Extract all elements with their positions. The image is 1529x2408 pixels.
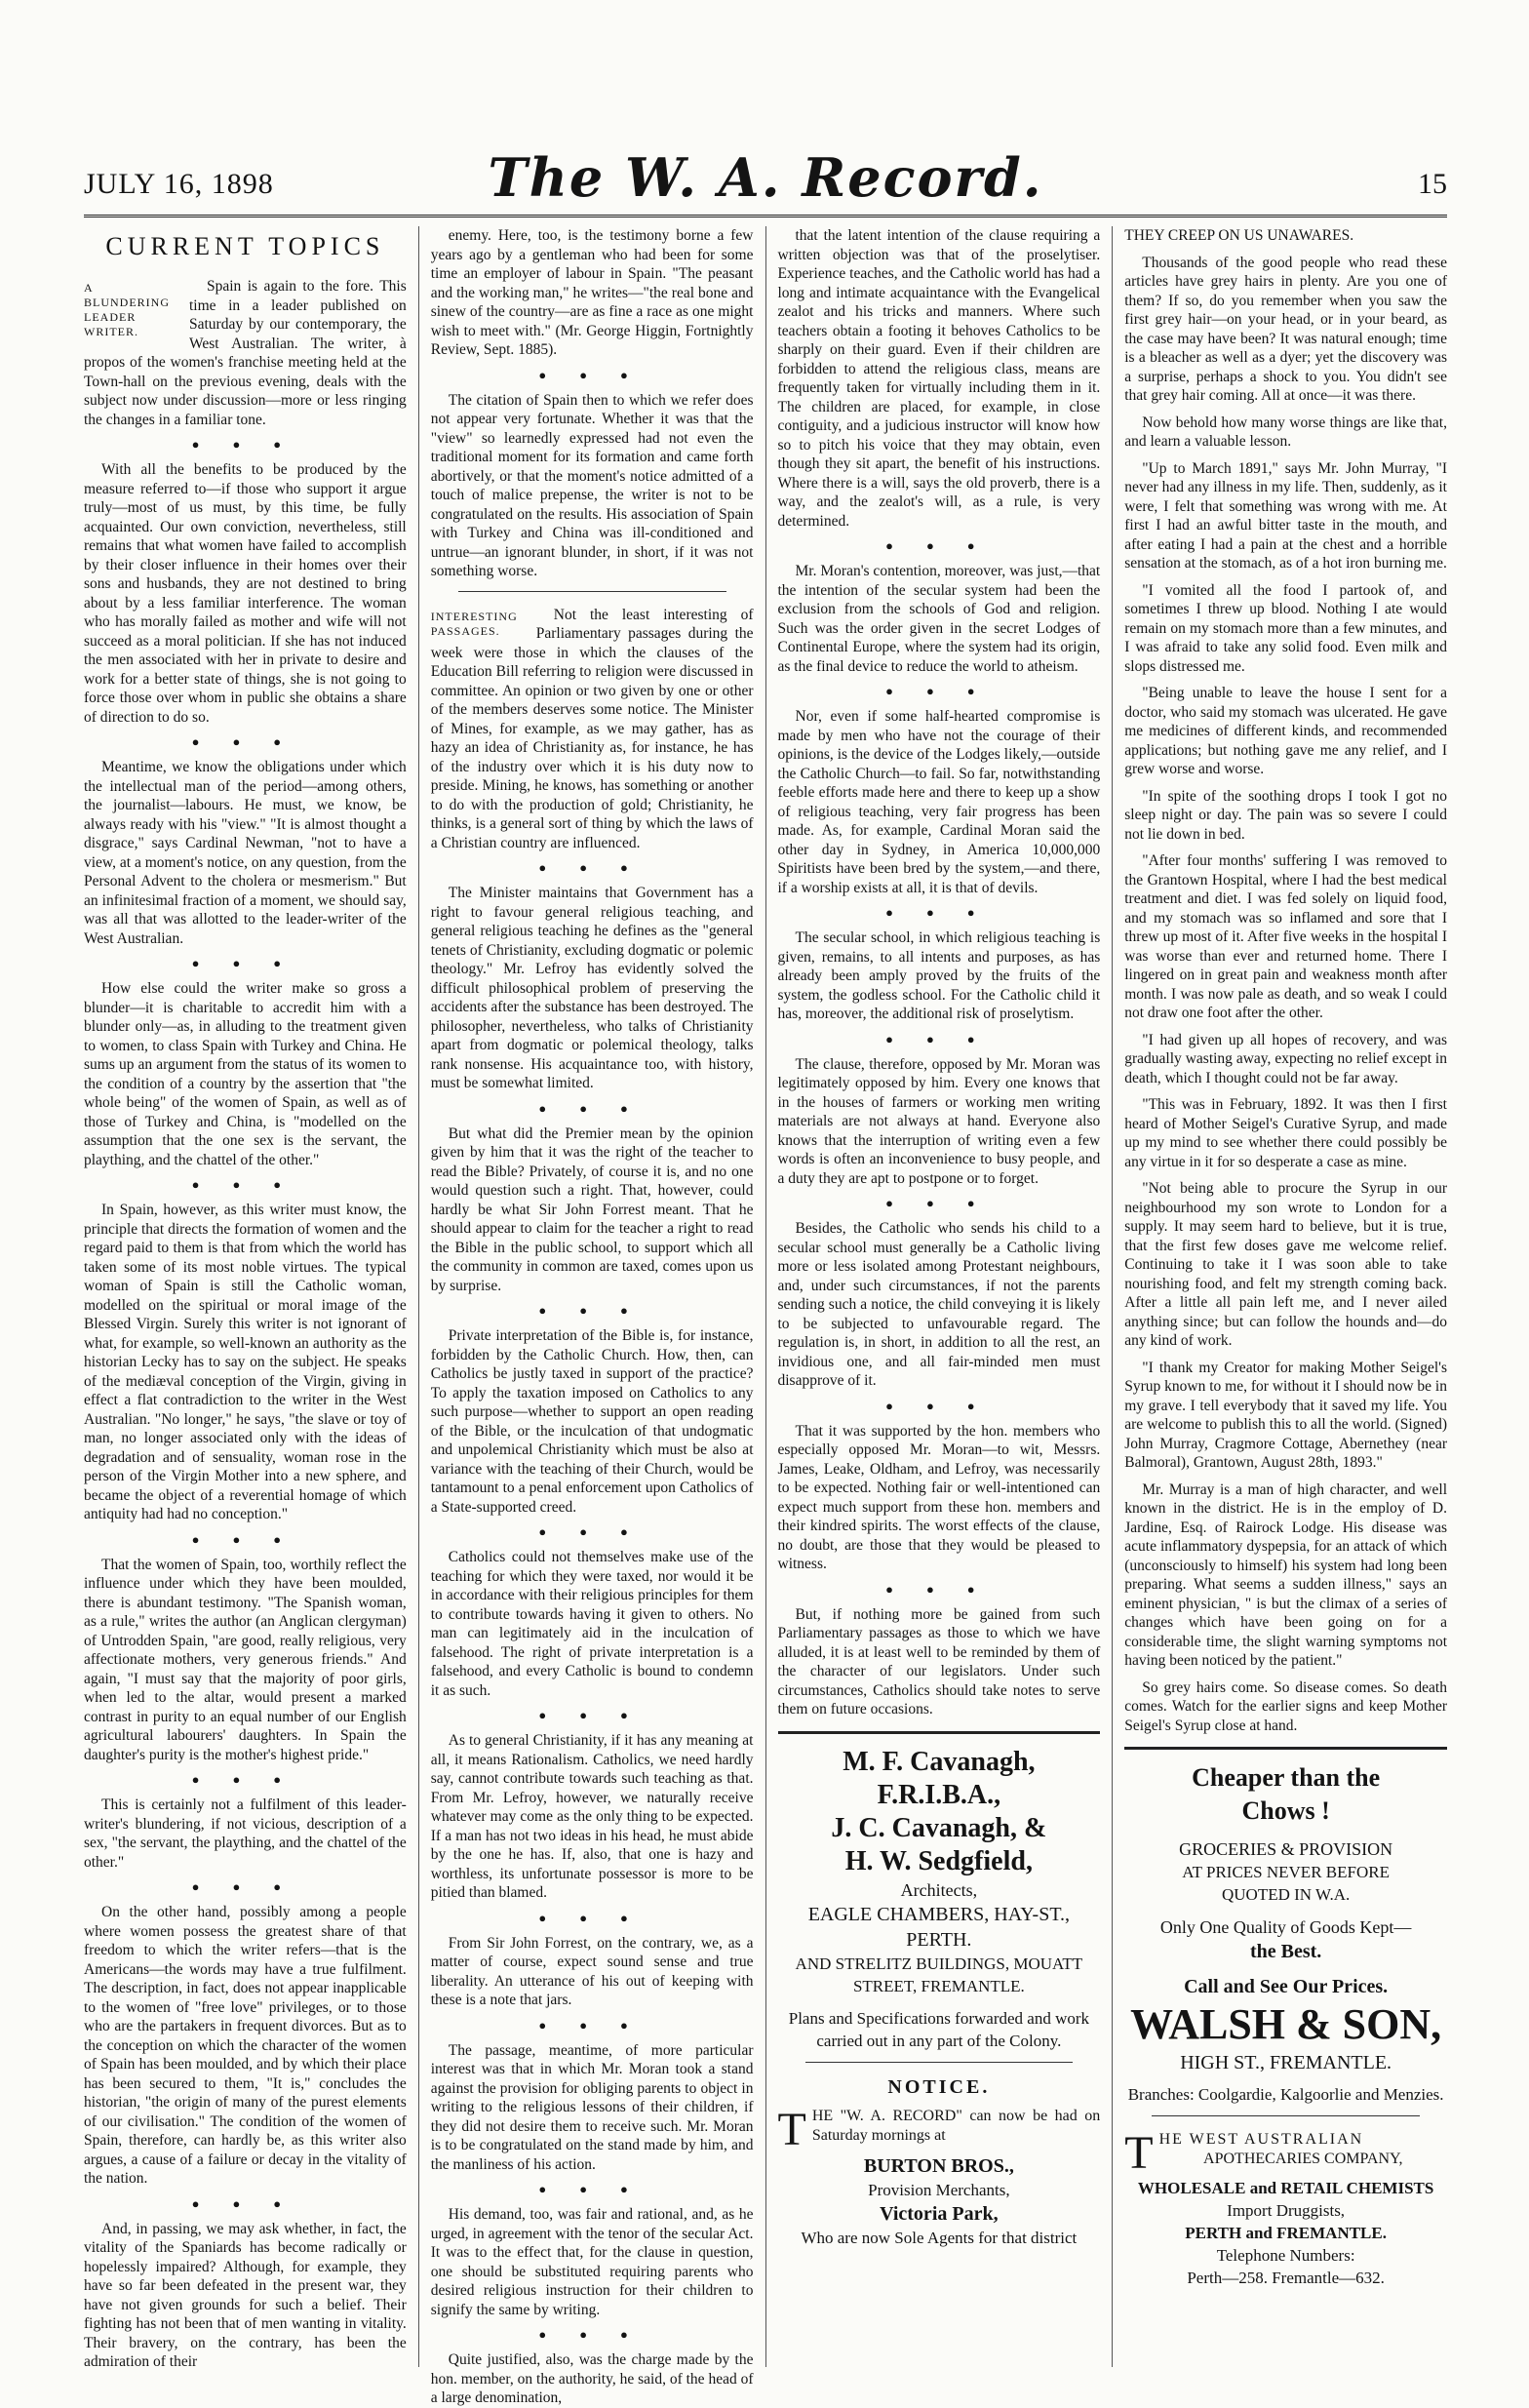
columns <box>84 226 1447 2406</box>
ad-line: PERTH and FREMANTLE. <box>1185 2224 1387 2242</box>
article-paragraph: Now behold how many worse things are like that, and learn a valuable lesson. <box>1124 414 1447 450</box>
apothecaries-details <box>1124 2177 1447 2289</box>
column-2 <box>419 226 766 2406</box>
separator-stars: ●●● <box>885 1031 1008 1046</box>
ad-line: Import Druggists, <box>1227 2201 1346 2220</box>
article-paragraph: enemy. Here, too, is the testimony borne a few years ago by a gentleman who had been for some time an employer of labour in Spain. "The peasant and the working man," he writes—"the real bone and sinew of the country—are as fine a race as one might wish to meet with." (Mr. George Higgin, Fortnightly Review, Sept. 1885). <box>430 227 754 358</box>
notice-body <box>777 2103 1101 2155</box>
article-paragraph: That it was supported by the hon. members who especially opposed Mr. Moran—to wit, Messrs. James, Leake, Oldham, and Lefroy, was necessarily to be expected. Nothing fair or well-intentioned can expect much support from these hon. members and their kindred spirits. The worst effects of the clause, no doubt, are those that they would be pleased to witness. <box>777 1422 1101 1572</box>
separator-stars: ●●● <box>885 905 1008 920</box>
ad-line: the Best. <box>1249 1941 1322 1962</box>
article-paragraph: How else could the writer make so gross a blunder—it is charitable to accredit him with a blunder only—as, in alluding to the treatment given to women, to class Spain with Turkey and China. He sums up an argument from the status of its women to the condition of a country by the assertion that "the whole being" of the women of Spain, as well as of those of Turkey and China, is "modelled on the assumption that the one sex is the servant, the plaything, and the chattel of the other." <box>84 980 407 1168</box>
article-heading: THEY CREEP ON US UNAWARES. <box>1124 227 1354 244</box>
masthead <box>84 146 1447 217</box>
apothecaries-advertisement <box>1124 2127 1447 2179</box>
ad-line: Chows ! <box>1241 1796 1330 1825</box>
notice-agent <box>778 2153 1101 2249</box>
separator-stars: ●●● <box>191 734 315 749</box>
ad-line: H. W. Sedgfield, <box>844 1845 1033 1876</box>
separator-stars: ●●● <box>885 1398 1008 1413</box>
separator-stars: ●●● <box>538 1708 661 1722</box>
ad-rule <box>1124 1747 1447 1750</box>
article-paragraph: "I had given up all hopes of recovery, and was gradually wasting away, expecting no relief except in death, which I thought could not be far away. <box>1124 1031 1447 1086</box>
ad-line: QUOTED IN W.A. <box>1221 1885 1351 1904</box>
separator-stars: ●●● <box>191 437 315 452</box>
separator-stars: ●●● <box>885 1581 1008 1597</box>
article-paragraph: Spain is again to the fore. This time in a leader published on Saturday by our contemporary, the West Australian. The writer, à propos of the women's franchise meeting held at the Town-hall on the previous evening, deals with the subject now under discussion—more or less ringing the changes in a familiar tone. <box>84 278 407 428</box>
article-paragraph: On the other hand, possibly among a people where women possess the greatest share of that freedom to which the writer refers—that is the Americans—the words may have a true fulfilment. The description, in fact, does not appear inapplicable to the women of "free love" privileges, or to those who are the partakers in frequent divorces. But as to the conception on which the character of the women of Spain has been moulded, and by which their place has been secured to them, "It is," concludes the historian, "the origin of many of the purest elements of our civilisation." The condition of the women of Spain, therefore, can hardly be, as this writer also argues, a cause of a failure or decay in the vitality of the nation. <box>84 1904 407 2187</box>
column-1 <box>84 226 419 2370</box>
ad-line: AT PRICES NEVER BEFORE <box>1182 1863 1390 1881</box>
notice-title: NOTICE. <box>887 2075 991 2098</box>
section-rule <box>458 591 726 592</box>
architects-advertisement <box>778 1746 1101 2052</box>
separator-stars: ●●● <box>191 1531 315 1547</box>
separator-stars: ●●● <box>538 2017 661 2033</box>
ad-line: Branches: Coolgardie, Kalgoorlie and Menzies. <box>1127 2085 1444 2104</box>
ad-rule <box>1152 2115 1420 2116</box>
article-paragraph: The clause, therefore, opposed by Mr. Moran was legitimately opposed by him. Every one knows that in the houses of farmers or working men writing materials are not always at hand. Everyone also knows that the interruption of writing even a few words is often an inconvenience to busy people, and a duty they are apt to postpone or to forget. <box>777 1055 1101 1187</box>
ad-line: HE WEST AUSTRALIAN <box>1158 2131 1364 2148</box>
column-3 <box>766 226 1114 2367</box>
separator-stars: ●●● <box>191 956 315 970</box>
ad-rule <box>805 2062 1074 2063</box>
article-paragraph: But what did the Premier mean by the opinion given by him that it was the right of the teacher to read the Bible? Privately, of course it is, and no one would question such a right. That, however, could hardly be what Sir John Forrest meant. That he should appear to claim for the teacher a right to read the Bible in the public school, to support which all the community in common are taxed, comes upon us by surprise. <box>430 1125 754 1294</box>
section-title: CURRENT TOPICS <box>105 232 385 260</box>
article-paragraph: "After four months' suffering I was removed to the Grantown Hospital, where I had the best medical treatment and diet. I was fed solely on liquid food, and my stomach was so inflamed and sore that I threw up most of it. After five weeks in the hospital I was worse than ever and returned home. There I lingered on in great pain and weakness month after month. I was now pale as death, and so weak I could not draw one foot after the other. <box>1124 852 1447 1021</box>
agent-footer: Who are now Sole Agents for that district <box>801 2228 1078 2247</box>
separator-stars: ●●● <box>191 1772 315 1787</box>
separator-stars: ●●● <box>538 860 661 875</box>
article-paragraph: Nor, even if some half-hearted compromise is made by men who have not the courage of their opinions, is the device of the Lodges likely,—outside the Catholic Church—to fail. So far, notwithstanding feeble efforts made here and there to keep up a show of religious teaching, very fair progress has been made. As, for example, Cardinal Moran said the other day in Sydney, in America 10,000,000 Spiritists have been bred by the system,—and there, if a worship exists at all, it is that of devils. <box>777 708 1101 896</box>
article-paragraph: The passage, meantime, of more particular interest was that in which Mr. Moran took a stand against the provision for obliging parents to object in writing to the religious lessons of their children, if they did not desire them to receive such. Mr. Moran is to be congratulated on the stand made by him, and the manliness of his action. <box>430 2041 754 2173</box>
article-paragraph: But, if nothing more be gained from such Parliamentary passages as those to which we have alluded, it is at least well to be reminded by them of the character of our legislators. Under such circumstances, Catholics should take notes to serve them on future occasions. <box>777 1605 1101 1717</box>
article-paragraph: So grey hairs come. So disease comes. So death comes. Watch for the earlier signs and keep Mother Seigel's Syrup close at hand. <box>1124 1678 1447 1734</box>
ad-line: Plans and Specifications forwarded and work carried out in any part of the Colony. <box>788 2008 1090 2050</box>
side-heading: INTERESTING PASSAGES. <box>430 609 518 638</box>
article-paragraph: Private interpretation of the Bible is, for instance, forbidden by the Catholic Church. How, then, can Catholics be justly taxed in support of the practice? To apply the taxation imposed on Catholics to any such purpose—whether to support an open reading of the Bible, or the inculcation of that undogmatic and unpolemical Christianity which must be also at variance with the teaching of their Church, would be tantamount to a penal enforcement upon Catholics of a State-supported creed. <box>430 1327 754 1516</box>
article-paragraph: The citation of Spain then to which we refer does not appear very fortunate. Whether it was that the "view" so learnedly expressed had not even the traditional moment for its formation and came forth abortively, or that the moment's notice admitted of a touch of malice prepense, the writer is not to be congratulated on the results. His association of Spain with Turkey and China was ill-conditioned and untrue—an ignorant blunder, in short, if it was not something worse. <box>430 391 754 579</box>
article-paragraph: The Minister maintains that Government has a right to favour general religious teaching, and general religious teaching he defines as the "general tenets of Christianity, excluding dogmatic or polemic theology." Mr. Lefroy has evidently solved the difficult philosophical problem of preserving the accidents after the substance has been destroyed. The philosopher, nevertheless, who talks of Christianity apart from dogmatic or polemical theology, talks rank nonsense. His acquaintance too, with history, must be somewhat limited. <box>430 885 754 1091</box>
drop-cap: T <box>777 2103 806 2155</box>
article-paragraph: that the latent intention of the clause requiring a written objection was that of the proselytiser. Experience teaches, and the Catholic world has had a long and intimate acquaintance with the Evangelical zealot and his tricks and manners. Where such teachers obtain a footing it behoves Catholics to be sharply on their guard. Even if their children are forbidden to attend the religious class, means are frequently taken for virtually including them in it. The children are placed, for example, in close contiguity, and a judicious instructor will know how so to pitch his voice that they may obtain, even though they sit apart, the benefit of his instructions. Where there is a will, says the old proverb, there is a way, and the zealot's will, as a rule, is very determined. <box>777 227 1101 530</box>
ad-line: PERTH. <box>906 1928 972 1951</box>
ad-rule <box>778 1731 1101 1734</box>
issue-date: JULY 16, 1898 <box>84 168 274 200</box>
separator-stars: ●●● <box>885 538 1008 553</box>
newspaper-title: The W. A. Record. <box>488 146 1043 209</box>
ad-line: Call and See Our Prices. <box>1184 1976 1389 1997</box>
ad-line: APOTHECARIES COMPANY, <box>1203 2151 1403 2167</box>
separator-stars: ●●● <box>538 367 661 382</box>
separator-stars: ●●● <box>191 1177 315 1192</box>
ad-line: Perth—258. Fremantle—632. <box>1187 2269 1385 2287</box>
ad-line: EAGLE CHAMBERS, HAY-ST., <box>807 1903 1071 1925</box>
separator-stars: ●●● <box>191 1879 315 1894</box>
article-paragraph: "Being unable to leave the house I sent for a doctor, who said my stomach was ulcerated. He gave me medicines of different kinds, and recommended applications; but nothing gave me any relief, and I grew worse and worse. <box>1124 685 1447 777</box>
ad-line: Telephone Numbers: <box>1216 2246 1355 2265</box>
article-paragraph: From Sir John Forrest, on the contrary, we, as a matter of course, expect sound sense and true liberality. An utterance of his out of keeping with these is a note that jars. <box>430 1934 754 2008</box>
article-paragraph: With all the benefits to be produced by the measure referred to—if those who support it argue truly—most of us must, by this time, be fully acquainted. Our own conviction, nevertheless, still remains that what women have failed to accomplish by their closer influence in their homes over their sons and husbands, they are not destined to bring about by a less familiar interference. The woman who has morally failed as mother and wife will not succeed as a moral politician. If she has not induced the men associated with her in private to desire and work for a better state of things, she is not going to force those over whom in public she obtains a share of direction to do so. <box>84 461 407 726</box>
article-paragraph: His demand, too, was fair and rational, and, as he urged, in agreement with the tenor of the secular Act. It was to the effect that, for the clause in question, one should be substituted requiring parents who desired religious instruction for their children to signify the same by writing. <box>430 2206 754 2318</box>
agent-name: BURTON BROS., <box>863 2154 1014 2177</box>
separator-stars: ●●● <box>538 2182 661 2196</box>
ad-line: Only One Quality of Goods Kept— <box>1159 1917 1412 1937</box>
article-paragraph: Mr. Moran's contention, moreover, was just,—that the intention of the secular system had been the exclusion from the schools of God and religion. Such was the order given in the secret Lodges of Continental Europe, where the system had its origin, as the final device to reduce the world to atheism. <box>777 563 1101 675</box>
separator-stars: ●●● <box>885 684 1008 698</box>
separator-stars: ●●● <box>538 1910 661 1925</box>
page-number: 15 <box>1418 168 1447 200</box>
ad-line: WALSH & SON, <box>1130 2000 1442 2048</box>
article-paragraph: "I thank my Creator for making Mother Seigel's Syrup known to me, for without it I should now be in my grave. I tell everybody that it saved my life. You are welcome to publish this to all the world. (Signed) John Murray, Cragmore Cottage, Abernethey (near Balmoral), Grantown, August 28th, 1893." <box>1124 1359 1447 1471</box>
separator-stars: ●●● <box>538 1303 661 1318</box>
notice-text: HE "W. A. RECORD" can now be had on Saturday mornings at <box>811 2107 1101 2144</box>
separator-stars: ●●● <box>538 1524 661 1539</box>
article-paragraph: Quite justified, also, was the charge made by the hon. member, on the authority, he said, of the head of a large denomination, <box>430 2351 754 2406</box>
separator-stars: ●●● <box>191 2195 315 2211</box>
article-paragraph: This is certainly not a fulfilment of this leader-writer's blundering, if not vicious, description of a sex, "the servant, the plaything, and the chattel of the other." <box>84 1796 407 1871</box>
article-paragraph: The secular school, in which religious teaching is given, remains, to all intents and purposes, as has already been amply proved by the fruits of the system, the godless school. For the Catholic child it has, moreover, the additional risk of proselytism. <box>777 929 1101 1022</box>
drop-cap: T <box>1124 2127 1154 2179</box>
article-paragraph: "I vomited all the food I partook of, and sometimes I threw up blood. Nothing I ate would remain on my stomach more than a few minutes, and I was afraid to take any solid food. Even milk and slops distressed me. <box>1124 581 1447 675</box>
walsh-advertisement <box>1124 1761 1447 2106</box>
article-paragraph: Catholics could not themselves make use of the teaching for which they were taxed, nor would it be in accordance with their religious principles for them to contribute towards having it given to others. No man can legitimately aid in the inculcation of falsehood. The right of private interpretation is a falsehood, and every Catholic is bound to condemn it as such. <box>430 1549 754 1699</box>
article-paragraph: Not the least interesting of Parliamentary passages during the week were those in which the clauses of the Education Bill referring to religion were discussed in committee. An opinion or two given by one or other of the members deserves some notice. The Minister of Mines, for example, as we may gather, has as hazy an idea of Christianity as, for instance, he has of the industry over which it is his duty now to preside. Mining, he knows, has something or another to do with the production of gold; Christianity, he thinks, is a general sort of thing by which the laws of a Christian country are influenced. <box>430 606 754 851</box>
side-heading: A BLUNDERING LEADER WRITER. <box>84 281 170 338</box>
ad-line: Architects, <box>900 1879 978 1900</box>
article-paragraph: In Spain, however, as this writer must know, the principle that directs the formation of women and the regard paid to them is that from which the world has taken some of its most noble virtues. The typical woman of Spain is still the Catholic woman, modelled on the spiritual or moral image of the Blessed Virgin. Surely this writer is not ignorant of what, for example, so well-known an authority as the historian Lecky has to say on the subject. He speaks of the mediæval conception of the Virgin, giving in effect a flat contradiction to the writer in the West Australian. "No longer," he says, "the slave or toy of man, no longer associated only with the ideas of degradation and of sensuality, woman rose in the person of the Virgin Mother into a new sphere, and became the object of a reverential homage of which antiquity had had no conception." <box>84 1202 407 1522</box>
article-paragraph: Meantime, we know the obligations under which the intellectual man of the period—among others, the journalist—labours. He must, we know, be always ready with his "view." "It is almost thought a disgrace," says Cardinal Newman, "not to have a view, at a moment's notice, on any question, from the Personal Advent to the cholera or mesmerism." But an infinitesimal fraction of a moment, we should say, was all that was allotted to the leader-writer of the West Australian. <box>84 759 407 947</box>
separator-stars: ●●● <box>538 1100 661 1116</box>
separator-stars: ●●● <box>885 1196 1008 1210</box>
separator-stars: ●●● <box>538 2327 661 2342</box>
article-paragraph: Mr. Murray is a man of high character, and well known in the district. He is in the employ of D. Jardine, Esq. of Rairock Lodge. His disease was acute inflammatory dyspepsia, for an attack of which (unconsciously to himself) his system had long been preparing. What seems a sudden illness," says an eminent physician, " is but the climax of a series of changes which have been going on for a considerable time, the slight warning symptoms not having been noticed by the patient." <box>1124 1480 1447 1669</box>
article-paragraph: As to general Christianity, if it has any meaning at all, it means Rationalism. Catholics, we need hardly say, cannot contribute towards such teaching as that. From Mr. Lefroy, however, we naturally receive whatever may come as the only thing to be expected. If a man has not two ideas in his head, he must abide by the one he has. If, also, that one is hazy and worthless, its unfortunate possessor is more to be pitied than blamed. <box>430 1732 754 1901</box>
agent-place: Victoria Park, <box>880 2202 999 2225</box>
ad-line: HIGH ST., FREMANTLE. <box>1180 2052 1392 2073</box>
article-paragraph: "In spite of the soothing drops I took I got no sleep night or day. The pain was so severe I could not lie down in bed. <box>1124 787 1447 843</box>
article-paragraph: "Not being able to procure the Syrup in our neighbourhood my son wrote to London for a supply. It may seem hard to believe, but it is true, that the first few doses gave me welcome relief. Continuing to take it I was soon able to take nourishing food, and felt my strength coming back. After a little all pain left me, and I never ailed anything since; but can follow the hounds and—do any kind of work. <box>1124 1180 1447 1349</box>
ad-line: J. C. Cavanagh, & <box>831 1812 1047 1843</box>
article-paragraph: That the women of Spain, too, worthily reflect the influence under which they have been moulded, there is abundant testimony. "The Spanish woman, as a rule," writes the author (an Anglican clergyman) of Untrodden Spain, "are good, really religious, very affectionate mothers, very generous friends." And again, "I must say that the majority of poor girls, when led to the altar, would present a marked contrast in purity to an equal number of our English agricultural labourers' daughters. In Spain the daughter's purity is the mother's highest pride." <box>84 1556 407 1763</box>
ad-line: Cheaper than the <box>1192 1763 1381 1792</box>
ad-line: AND STRELITZ BUILDINGS, MOUATT STREET, FREMANTLE. <box>795 1954 1083 1995</box>
article-paragraph: And, in passing, we may ask whether, in fact, the vitality of the Spaniards has become radically or hopelessly impaired? Although, for example, they have so far been defeated in the present war, they have not given grounds for such a belief. Their fighting has not been that of men wanting in vitality. Their bravery, on the contrary, has been the admiration of their <box>84 2220 407 2370</box>
article-paragraph: Besides, the Catholic who sends his child to a secular school must generally be a Catholic living more or less isolated among Protestant neighbours, and, under such circumstances, if not the parents sending such a notice, the child conveying it is likely to be subjected to unfavourable regard. The regulation is, in short, in addition to all the rest, an invidious one, and all fair-minded men must disapprove of it. <box>777 1220 1101 1389</box>
agent-role: Provision Merchants, <box>868 2180 1010 2199</box>
article-paragraph: "This was in February, 1892. It was then I first heard of Mother Seigel's Curative Syrup, and made up my mind to see whether there could possibly be any virtue in it for so desperate a case as mine. <box>1124 1096 1447 1170</box>
article-paragraph: "Up to March 1891," says Mr. John Murray, "I never had any illness in my life. Then, suddenly, as it were, I felt that something was wrong with me. At first I had an awful bitter taste in the mouth, and after eating I had a pain at the chest and a horrible sensation at the stomach, as of a hot iron burning me. <box>1124 459 1447 572</box>
article-paragraph: Thousands of the good people who read these articles have grey hairs in plenty. Are you one of them? If so, do you remember when you saw the first grey hair—on your head, or in your beard, as the case may have been? It was natural enough; time is a bleacher as well as a dyer; yet the discovery was a surprise, perhaps a shock to you. You didn't see that grey hair coming. All at once—it was there. <box>1124 254 1447 404</box>
ad-line: GROCERIES & PROVISION <box>1179 1839 1393 1859</box>
ad-line: WHOLESALE and RETAIL CHEMISTS <box>1137 2179 1434 2197</box>
column-4 <box>1113 226 1447 2367</box>
ad-line: M. F. Cavanagh, F.R.I.B.A., <box>843 1746 1036 1810</box>
